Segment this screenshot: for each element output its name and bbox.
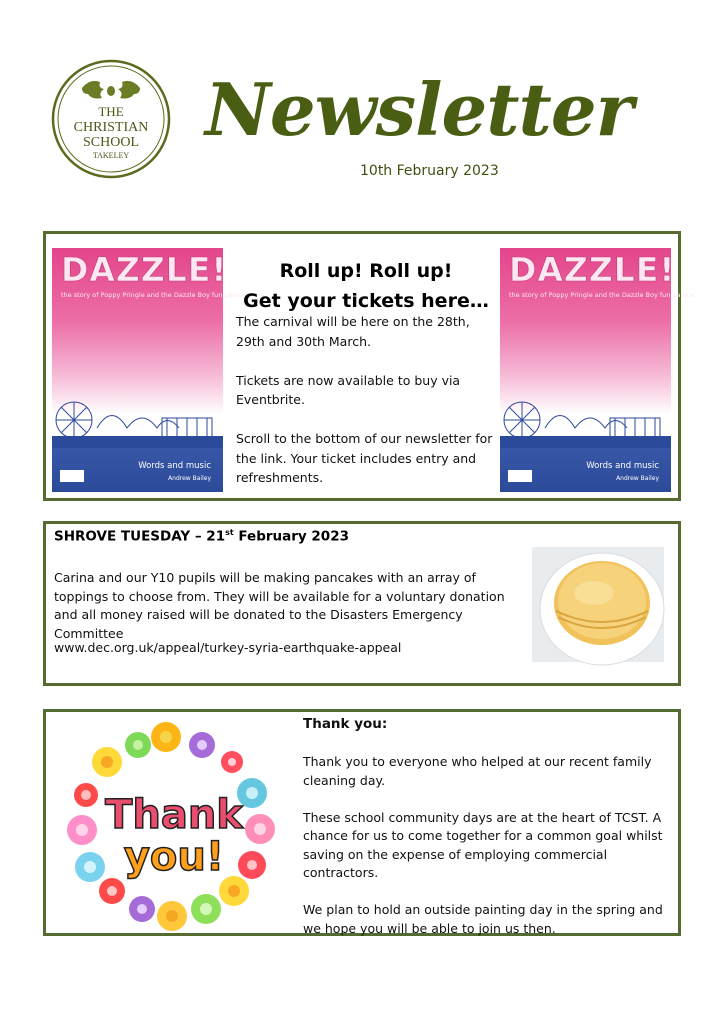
carnival-section xyxy=(43,231,694,501)
carnival-paragraph: The carnival will be here on the 28th, 29th and 30th March. xyxy=(236,314,470,349)
poster-author: Andrew Bailey xyxy=(168,475,211,482)
poster-author: Andrew Bailey xyxy=(616,475,659,482)
pancake-photo xyxy=(532,547,664,662)
page-title: Newsletter xyxy=(205,67,633,152)
carnival-paragraph: Scroll to the bottom of our newsletter for the link. Your ticket includes entry and refreshments. xyxy=(236,431,493,485)
thank-you-flower-wreath xyxy=(56,715,306,933)
newsletter-date: 10th February 2023 xyxy=(360,163,499,179)
logo-line2: CHRISTIAN xyxy=(73,120,149,135)
thank-art-line2: you! xyxy=(123,834,225,880)
logo-line1: THE xyxy=(98,104,124,119)
poster-footer: Words and music xyxy=(138,461,211,471)
poster-footer: Words and music xyxy=(586,461,659,471)
poster-title: DAZZLE! xyxy=(61,250,228,289)
carnival-heading-line2: Get your tickets here… xyxy=(243,290,489,312)
poster-subtitle: the story of Poppy Pringle and the Dazzle Boy fun palace xyxy=(509,291,694,299)
funfair-skyline-icon xyxy=(500,398,671,448)
logo-line3: SCHOOL xyxy=(82,135,140,150)
thank-you-paragraph: These school community days are at the heart of TCST. A chance for us to come together for a common goal whilst saving on the expense of employing commercial contractors. xyxy=(303,809,663,880)
thank-you-paragraph: We plan to hold an outside painting day in the spring and we hope you will be able to join us then. xyxy=(303,902,663,936)
carnival-heading-line1: Roll up! Roll up! xyxy=(279,260,453,282)
shrove-body: Carina and our Y10 pupils will be making pancakes with an array of toppings to choose from. They will be available for a voluntary donation and all money raised will be donated to the Disasters Emergency Committee xyxy=(54,570,505,641)
carnival-heading xyxy=(236,256,496,316)
thank-you-section xyxy=(43,709,681,936)
thank-you-body xyxy=(303,753,673,957)
thank-you-paragraph: Thank you to everyone who helped at our recent family cleaning day. xyxy=(303,754,652,788)
poster-subtitle: the story of Poppy Pringle and the Dazzle Boy fun palace xyxy=(61,291,246,299)
barcode-icon xyxy=(508,470,532,482)
funfair-skyline-icon xyxy=(52,398,223,448)
shrove-tuesday-section xyxy=(43,521,681,686)
carnival-body xyxy=(236,312,498,507)
thank-you-title: Thank you: xyxy=(303,716,388,732)
dazzle-poster-right xyxy=(500,248,694,492)
thank-art-line1: Thank xyxy=(105,792,243,838)
dazzle-poster-left xyxy=(52,248,246,492)
school-logo xyxy=(50,58,172,180)
carnival-paragraph: Tickets are now available to buy via Eventbrite. xyxy=(236,372,461,407)
barcode-icon xyxy=(60,470,84,482)
shrove-title: SHROVE TUESDAY – 21st February 2023 xyxy=(54,528,349,545)
dec-appeal-link[interactable]: www.dec.org.uk/appeal/turkey-syria-earthquake-appeal xyxy=(54,640,402,655)
poster-title: DAZZLE! xyxy=(509,250,676,289)
logo-line4: TAKELEY xyxy=(92,151,130,160)
